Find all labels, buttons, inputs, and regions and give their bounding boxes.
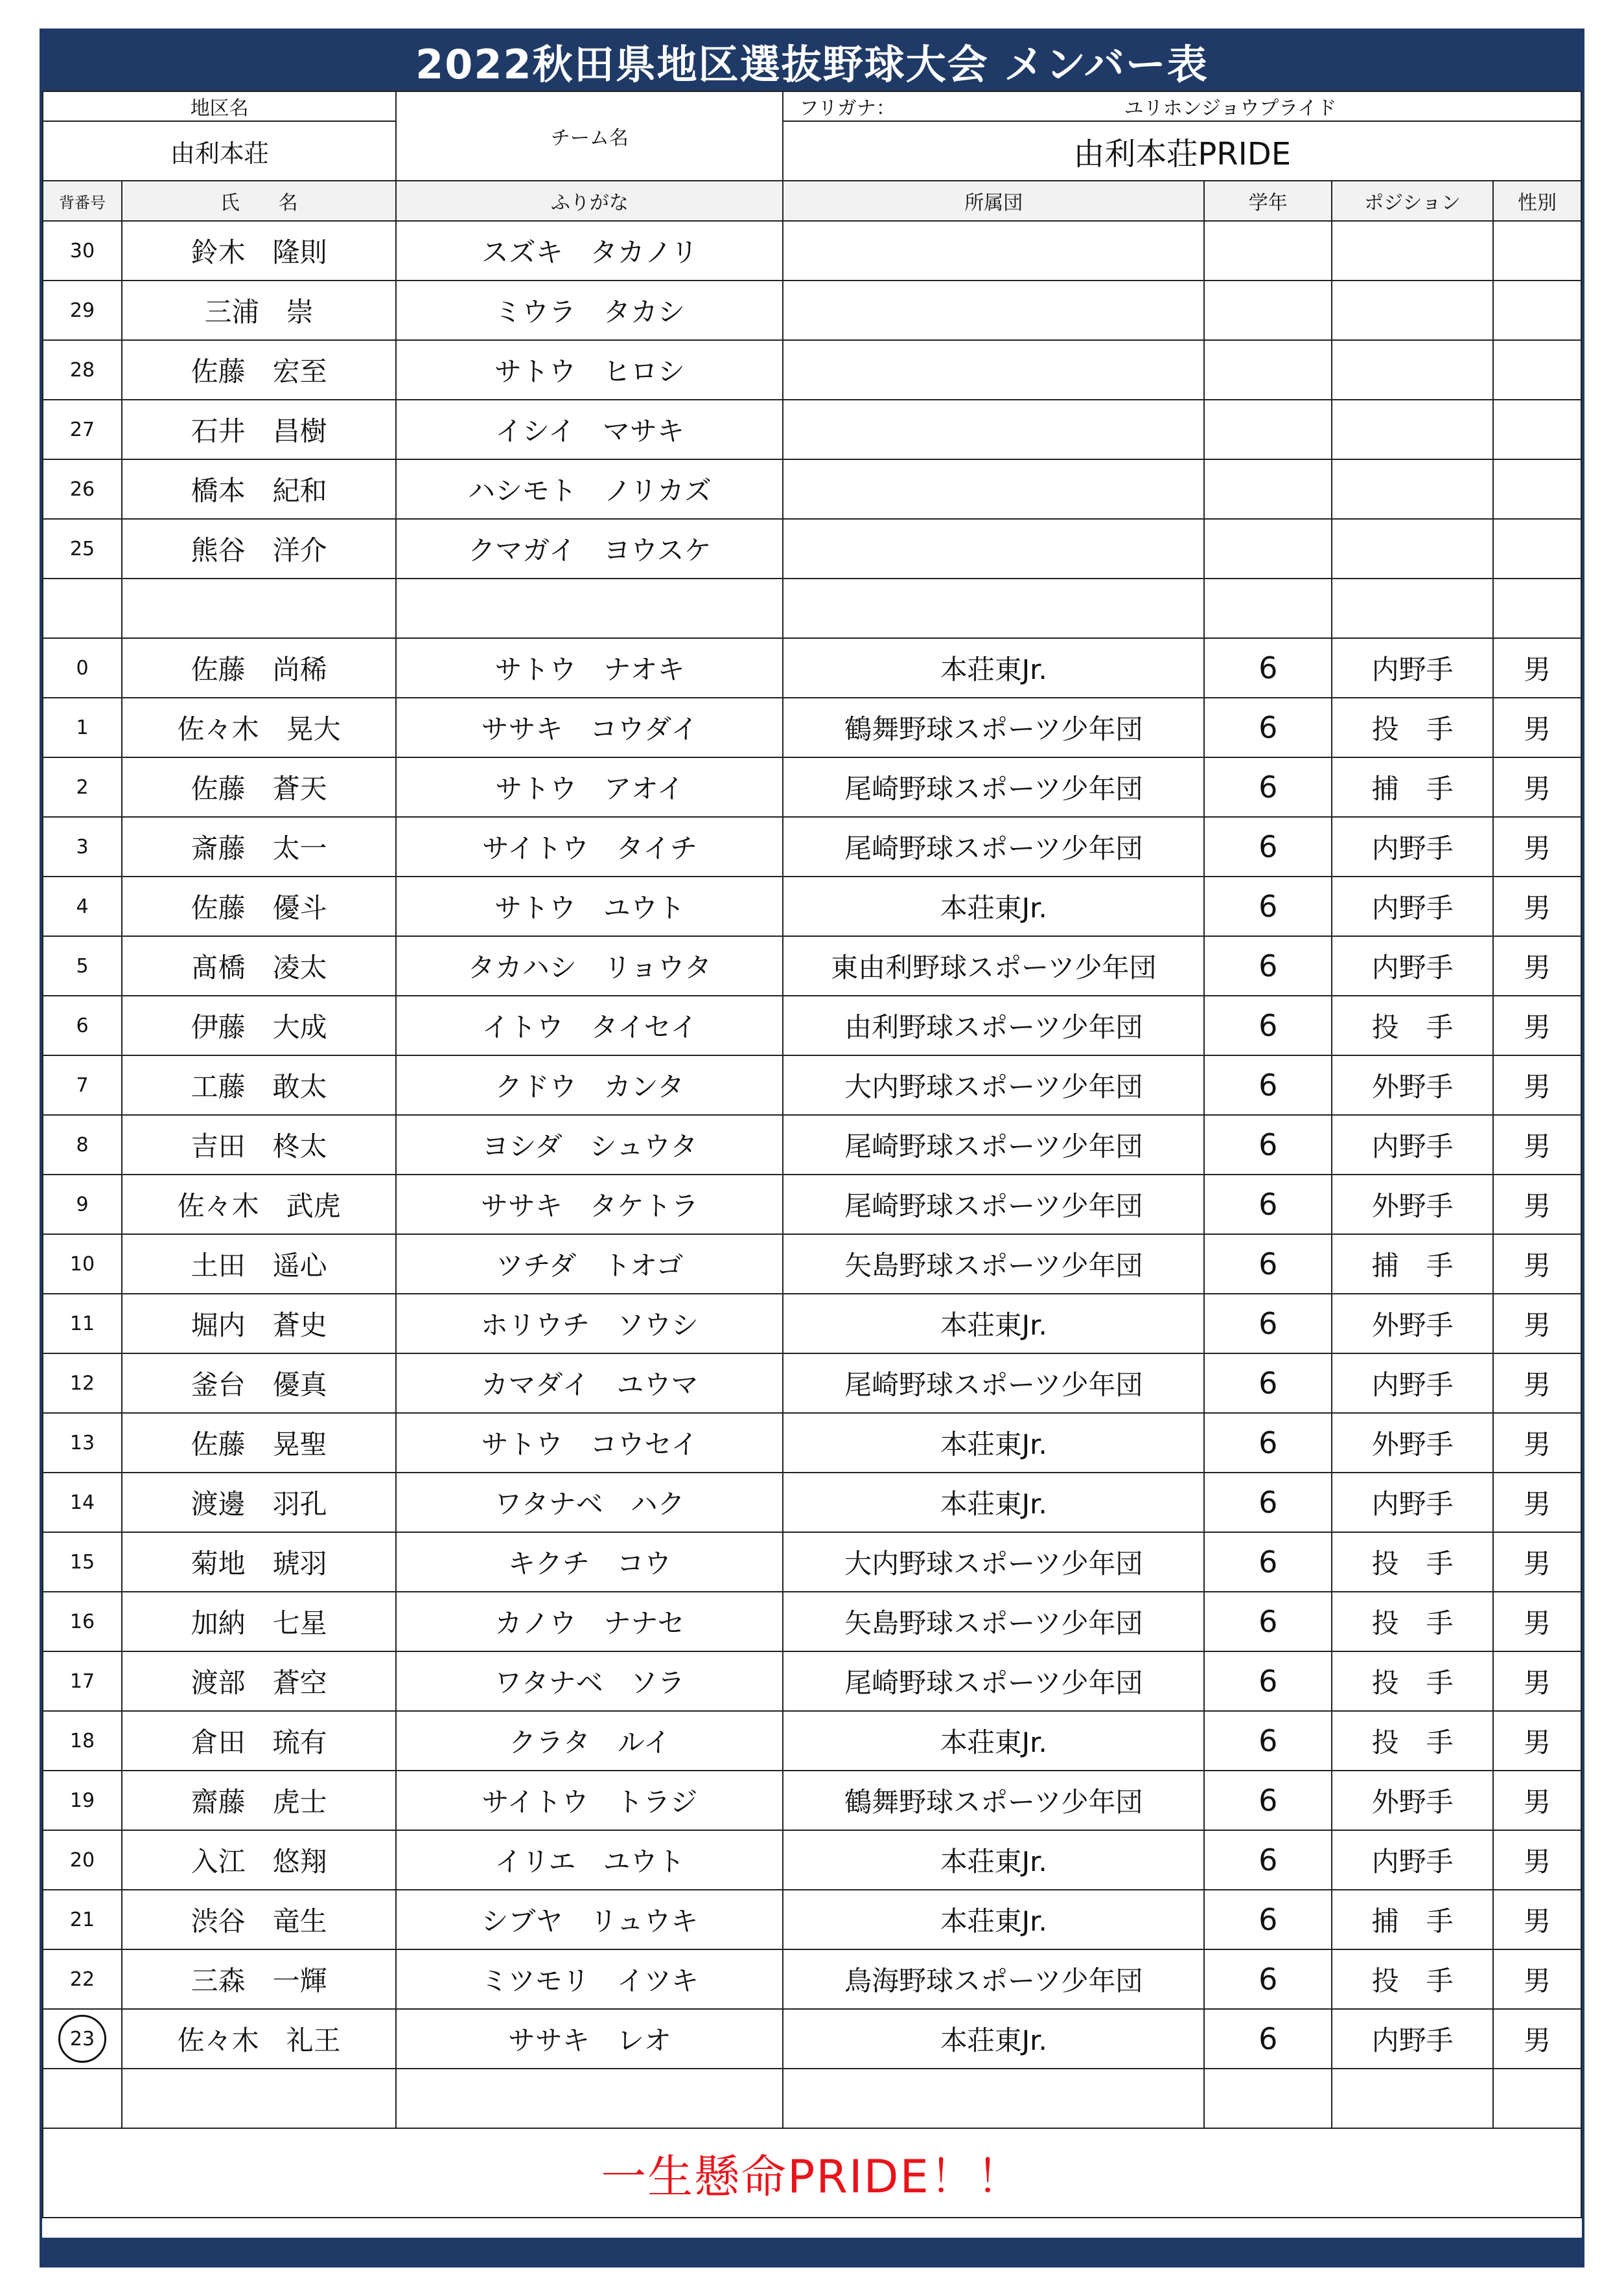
player-row	[43, 1353, 1581, 1413]
member-gender: 男	[1493, 1532, 1581, 1592]
uniform-number: 16	[43, 1592, 122, 1651]
member-name: 佐々木 晃大	[122, 698, 396, 757]
member-kana: サトウ ヒロシ	[396, 340, 783, 400]
member-position: 投 手	[1332, 698, 1493, 757]
column-header: 所属団	[783, 181, 1204, 221]
uniform-number: 17	[43, 1651, 122, 1711]
column-header: ポジション	[1332, 181, 1493, 221]
member-grade	[1204, 281, 1332, 340]
member-kana: ハシモト ノリカズ	[396, 459, 783, 519]
member-gender	[1493, 221, 1581, 281]
member-club: 尾崎野球スポーツ少年団	[783, 817, 1204, 877]
member-gender: 男	[1493, 1592, 1581, 1651]
member-club: 鳥海野球スポーツ少年団	[783, 1949, 1204, 2009]
player-row	[43, 1651, 1581, 1711]
member-club: 本荘東Jr.	[783, 1413, 1204, 1473]
member-position: 投 手	[1332, 1651, 1493, 1711]
member-position: 内野手	[1332, 1830, 1493, 1890]
member-gender: 男	[1493, 1830, 1581, 1890]
staff-row	[43, 400, 1581, 459]
member-position: 捕 手	[1332, 1890, 1493, 1949]
uniform-number: 27	[43, 400, 122, 459]
member-gender: 男	[1493, 1711, 1581, 1771]
uniform-number: 9	[43, 1175, 122, 1234]
uniform-number: 30	[43, 221, 122, 281]
member-position: 内野手	[1332, 2009, 1493, 2069]
member-kana: ワタナベ ハク	[396, 1473, 783, 1532]
member-name: 吉田 柊太	[122, 1115, 396, 1175]
member-name: 三浦 崇	[122, 281, 396, 340]
column-header-row	[43, 181, 1581, 221]
player-row	[43, 698, 1581, 757]
member-grade: 6	[1204, 757, 1332, 817]
staff-row	[43, 459, 1581, 519]
uniform-number	[43, 2009, 122, 2069]
member-name: 倉田 琉有	[122, 1711, 396, 1771]
member-kana: ツチダ トオゴ	[396, 1234, 783, 1294]
member-gender: 男	[1493, 1055, 1581, 1115]
member-kana: サイトウ トラジ	[396, 1771, 783, 1830]
column-header: 学年	[1204, 181, 1332, 221]
uniform-number: 8	[43, 1115, 122, 1175]
team-name: 由利本荘PRIDE	[783, 121, 1581, 181]
member-club: 本荘東Jr.	[783, 1711, 1204, 1771]
member-position: 投 手	[1332, 1711, 1493, 1771]
member-grade: 6	[1204, 1592, 1332, 1651]
member-club: 本荘東Jr.	[783, 1890, 1204, 1949]
player-row	[43, 1115, 1581, 1175]
team-slogan: 一生懸命PRIDE！！	[43, 2128, 1581, 2218]
member-position: 捕 手	[1332, 757, 1493, 817]
member-gender: 男	[1493, 1234, 1581, 1294]
member-position: 外野手	[1332, 1294, 1493, 1353]
player-row	[43, 936, 1581, 996]
member-position: 外野手	[1332, 1771, 1493, 1830]
member-club: 本荘東Jr.	[783, 1294, 1204, 1353]
member-gender: 男	[1493, 1353, 1581, 1413]
member-grade: 6	[1204, 817, 1332, 877]
player-row	[43, 2009, 1581, 2069]
district-label: 地区名	[43, 91, 396, 121]
uniform-number: 21	[43, 1890, 122, 1949]
member-grade: 6	[1204, 1175, 1332, 1234]
member-name: 佐藤 蒼天	[122, 757, 396, 817]
member-name: 渋谷 竜生	[122, 1890, 396, 1949]
member-name: 佐藤 晃聖	[122, 1413, 396, 1473]
member-name: 釜台 優真	[122, 1353, 396, 1413]
member-kana: キクチ コウ	[396, 1532, 783, 1592]
member-grade: 6	[1204, 1115, 1332, 1175]
uniform-number: 15	[43, 1532, 122, 1592]
uniform-number: 18	[43, 1711, 122, 1771]
member-gender: 男	[1493, 817, 1581, 877]
uniform-number: 14	[43, 1473, 122, 1532]
member-kana: ワタナベ ソラ	[396, 1651, 783, 1711]
member-grade: 6	[1204, 1651, 1332, 1711]
staff-row	[43, 340, 1581, 400]
member-position	[1332, 400, 1493, 459]
member-position	[1332, 459, 1493, 519]
blank-cell	[43, 579, 122, 638]
member-position: 投 手	[1332, 996, 1493, 1055]
member-name: 橋本 紀和	[122, 459, 396, 519]
player-row	[43, 1949, 1581, 2009]
member-club: 尾崎野球スポーツ少年団	[783, 1175, 1204, 1234]
member-name: 土田 遥心	[122, 1234, 396, 1294]
member-name: 渡部 蒼空	[122, 1651, 396, 1711]
member-grade: 6	[1204, 638, 1332, 698]
member-kana: サイトウ タイチ	[396, 817, 783, 877]
furigana-row	[783, 91, 1581, 121]
member-kana: クラタ ルイ	[396, 1711, 783, 1771]
member-gender: 男	[1493, 1771, 1581, 1830]
column-header: 背番号	[43, 181, 122, 221]
member-gender: 男	[1493, 1413, 1581, 1473]
player-row	[43, 1055, 1581, 1115]
member-club	[783, 221, 1204, 281]
member-kana: クマガイ ヨウスケ	[396, 519, 783, 579]
member-kana: サトウ アオイ	[396, 757, 783, 817]
member-club: 由利野球スポーツ少年団	[783, 996, 1204, 1055]
uniform-number: 0	[43, 638, 122, 698]
player-row	[43, 638, 1581, 698]
blank-cell	[396, 579, 783, 638]
member-gender: 男	[1493, 757, 1581, 817]
member-position: 外野手	[1332, 1175, 1493, 1234]
roster-table	[42, 91, 1582, 2218]
member-grade: 6	[1204, 1711, 1332, 1771]
member-position: 内野手	[1332, 1473, 1493, 1532]
member-position	[1332, 281, 1493, 340]
member-grade: 6	[1204, 1353, 1332, 1413]
player-row	[43, 757, 1581, 817]
slogan-row	[43, 2128, 1581, 2218]
uniform-number: 20	[43, 1830, 122, 1890]
player-row	[43, 1890, 1581, 1949]
member-gender: 男	[1493, 638, 1581, 698]
member-kana: ササキ レオ	[396, 2009, 783, 2069]
blank-cell	[1332, 579, 1493, 638]
furigana-label: フリガナ：	[799, 97, 896, 120]
member-name: 斎藤 太一	[122, 817, 396, 877]
uniform-number: 25	[43, 519, 122, 579]
blank-row	[43, 579, 1581, 638]
member-name: 鈴木 隆則	[122, 221, 396, 281]
member-name: 佐々木 礼王	[122, 2009, 396, 2069]
blank-cell	[122, 579, 396, 638]
blank-cell	[1493, 579, 1581, 638]
member-gender: 男	[1493, 996, 1581, 1055]
furigana-value: ユリホンジョウプライド	[1124, 97, 1337, 120]
staff-row	[43, 221, 1581, 281]
member-kana: サトウ ナオキ	[396, 638, 783, 698]
player-row	[43, 1175, 1581, 1234]
column-header: ふりがな	[396, 181, 783, 221]
member-position: 外野手	[1332, 1413, 1493, 1473]
player-row	[43, 1830, 1581, 1890]
player-row	[43, 1532, 1581, 1592]
member-club: 本荘東Jr.	[783, 1473, 1204, 1532]
member-club	[783, 281, 1204, 340]
member-kana: カマダイ ユウマ	[396, 1353, 783, 1413]
member-name: 佐藤 宏至	[122, 340, 396, 400]
member-name: 石井 昌樹	[122, 400, 396, 459]
member-club: 本荘東Jr.	[783, 2009, 1204, 2069]
member-club: 尾崎野球スポーツ少年団	[783, 1353, 1204, 1413]
member-position: 内野手	[1332, 817, 1493, 877]
member-club: 矢島野球スポーツ少年団	[783, 1592, 1204, 1651]
member-club: 大内野球スポーツ少年団	[783, 1532, 1204, 1592]
blank-cell	[122, 2069, 396, 2128]
member-grade: 6	[1204, 698, 1332, 757]
member-grade: 6	[1204, 1771, 1332, 1830]
member-name: 佐藤 優斗	[122, 877, 396, 936]
member-gender	[1493, 519, 1581, 579]
member-position: 内野手	[1332, 936, 1493, 996]
staff-row	[43, 519, 1581, 579]
member-name: 齋藤 虎士	[122, 1771, 396, 1830]
member-gender: 男	[1493, 1115, 1581, 1175]
member-position: 投 手	[1332, 1949, 1493, 2009]
member-club: 矢島野球スポーツ少年団	[783, 1234, 1204, 1294]
member-kana: スズキ タカノリ	[396, 221, 783, 281]
captain-circle-number: 23	[58, 2015, 106, 2063]
column-header: 性別	[1493, 181, 1581, 221]
member-position	[1332, 340, 1493, 400]
member-gender: 男	[1493, 936, 1581, 996]
team-label: チーム名	[396, 91, 783, 181]
player-row	[43, 1413, 1581, 1473]
member-gender	[1493, 340, 1581, 400]
uniform-number: 7	[43, 1055, 122, 1115]
blank-cell	[783, 2069, 1204, 2128]
member-grade: 6	[1204, 1532, 1332, 1592]
member-name: 伊藤 大成	[122, 996, 396, 1055]
member-gender: 男	[1493, 1651, 1581, 1711]
member-grade	[1204, 459, 1332, 519]
member-grade	[1204, 400, 1332, 459]
member-gender: 男	[1493, 1294, 1581, 1353]
member-club: 尾崎野球スポーツ少年団	[783, 1115, 1204, 1175]
member-position: 捕 手	[1332, 1234, 1493, 1294]
member-kana: ササキ タケトラ	[396, 1175, 783, 1234]
member-position	[1332, 221, 1493, 281]
blank-cell	[1204, 579, 1332, 638]
member-grade	[1204, 519, 1332, 579]
member-position: 投 手	[1332, 1592, 1493, 1651]
member-gender	[1493, 281, 1581, 340]
member-club: 本荘東Jr.	[783, 638, 1204, 698]
member-kana: カノウ ナナセ	[396, 1592, 783, 1651]
member-position: 投 手	[1332, 1532, 1493, 1592]
member-name: 佐藤 尚稀	[122, 638, 396, 698]
member-gender: 男	[1493, 1949, 1581, 2009]
blank-cell	[1493, 2069, 1581, 2128]
uniform-number: 4	[43, 877, 122, 936]
member-club: 東由利野球スポーツ少年団	[783, 936, 1204, 996]
member-position	[1332, 519, 1493, 579]
member-name: 加納 七星	[122, 1592, 396, 1651]
member-grade: 6	[1204, 1413, 1332, 1473]
player-row	[43, 1592, 1581, 1651]
member-grade: 6	[1204, 1473, 1332, 1532]
player-row	[43, 996, 1581, 1055]
member-club	[783, 340, 1204, 400]
member-club: 本荘東Jr.	[783, 877, 1204, 936]
member-position: 内野手	[1332, 1353, 1493, 1413]
member-club	[783, 400, 1204, 459]
member-gender: 男	[1493, 1473, 1581, 1532]
member-club: 尾崎野球スポーツ少年団	[783, 1651, 1204, 1711]
member-kana: シブヤ リュウキ	[396, 1890, 783, 1949]
uniform-number: 6	[43, 996, 122, 1055]
member-kana: ホリウチ ソウシ	[396, 1294, 783, 1353]
blank-cell	[783, 579, 1204, 638]
member-position: 内野手	[1332, 638, 1493, 698]
member-grade: 6	[1204, 1055, 1332, 1115]
player-row	[43, 1473, 1581, 1532]
member-name: 菊地 琥羽	[122, 1532, 396, 1592]
player-row	[43, 817, 1581, 877]
member-grade	[1204, 340, 1332, 400]
member-name: 堀内 蒼史	[122, 1294, 396, 1353]
player-row	[43, 1771, 1581, 1830]
member-club: 本荘東Jr.	[783, 1830, 1204, 1890]
uniform-number: 10	[43, 1234, 122, 1294]
player-row	[43, 877, 1581, 936]
staff-row	[43, 281, 1581, 340]
member-gender: 男	[1493, 2009, 1581, 2069]
member-kana: ミウラ タカシ	[396, 281, 783, 340]
member-kana: イリエ ユウト	[396, 1830, 783, 1890]
member-name: 髙橋 凌太	[122, 936, 396, 996]
member-gender: 男	[1493, 877, 1581, 936]
member-name: 三森 一輝	[122, 1949, 396, 2009]
member-club	[783, 519, 1204, 579]
member-name: 熊谷 洋介	[122, 519, 396, 579]
member-gender: 男	[1493, 1890, 1581, 1949]
member-name: 佐々木 武虎	[122, 1175, 396, 1234]
member-position: 内野手	[1332, 877, 1493, 936]
member-grade: 6	[1204, 936, 1332, 996]
uniform-number: 11	[43, 1294, 122, 1353]
member-kana: タカハシ リョウタ	[396, 936, 783, 996]
column-header: 氏 名	[122, 181, 396, 221]
blank-cell	[396, 2069, 783, 2128]
blank-row	[43, 2069, 1581, 2128]
member-grade: 6	[1204, 877, 1332, 936]
player-row	[43, 1294, 1581, 1353]
bottom-bar	[42, 2238, 1582, 2265]
uniform-number: 1	[43, 698, 122, 757]
uniform-number: 29	[43, 281, 122, 340]
member-kana: ヨシダ シュウタ	[396, 1115, 783, 1175]
member-kana: サトウ コウセイ	[396, 1413, 783, 1473]
uniform-number: 19	[43, 1771, 122, 1830]
member-club: 大内野球スポーツ少年団	[783, 1055, 1204, 1115]
member-club: 鶴舞野球スポーツ少年団	[783, 698, 1204, 757]
member-sheet	[40, 29, 1584, 2267]
member-gender: 男	[1493, 698, 1581, 757]
uniform-number: 22	[43, 1949, 122, 2009]
blank-cell	[1332, 2069, 1493, 2128]
uniform-number: 12	[43, 1353, 122, 1413]
member-grade: 6	[1204, 1234, 1332, 1294]
member-grade: 6	[1204, 1294, 1332, 1353]
uniform-number: 5	[43, 936, 122, 996]
member-grade: 6	[1204, 1890, 1332, 1949]
uniform-number: 3	[43, 817, 122, 877]
member-kana: サトウ ユウト	[396, 877, 783, 936]
member-name: 渡邊 羽孔	[122, 1473, 396, 1532]
member-grade	[1204, 221, 1332, 281]
member-kana: クドウ カンタ	[396, 1055, 783, 1115]
member-position: 内野手	[1332, 1115, 1493, 1175]
member-club: 尾崎野球スポーツ少年団	[783, 757, 1204, 817]
uniform-number: 2	[43, 757, 122, 817]
member-name: 工藤 敢太	[122, 1055, 396, 1115]
member-club	[783, 459, 1204, 519]
member-kana: ササキ コウダイ	[396, 698, 783, 757]
blank-cell	[43, 2069, 122, 2128]
uniform-number: 13	[43, 1413, 122, 1473]
uniform-number: 28	[43, 340, 122, 400]
district-value: 由利本荘	[43, 121, 396, 181]
player-row	[43, 1711, 1581, 1771]
blank-cell	[1204, 2069, 1332, 2128]
uniform-number: 26	[43, 459, 122, 519]
member-club: 鶴舞野球スポーツ少年団	[783, 1771, 1204, 1830]
member-kana: イシイ マサキ	[396, 400, 783, 459]
player-row	[43, 1234, 1581, 1294]
member-gender	[1493, 459, 1581, 519]
member-grade: 6	[1204, 1830, 1332, 1890]
member-name: 入江 悠翔	[122, 1830, 396, 1890]
member-gender	[1493, 400, 1581, 459]
member-gender: 男	[1493, 1175, 1581, 1234]
member-kana: ミツモリ イツキ	[396, 1949, 783, 2009]
sheet-title: 2022秋田県地区選抜野球大会 メンバー表	[42, 31, 1582, 91]
member-kana: イトウ タイセイ	[396, 996, 783, 1055]
member-grade: 6	[1204, 2009, 1332, 2069]
member-grade: 6	[1204, 1949, 1332, 2009]
member-grade: 6	[1204, 996, 1332, 1055]
member-position: 外野手	[1332, 1055, 1493, 1115]
